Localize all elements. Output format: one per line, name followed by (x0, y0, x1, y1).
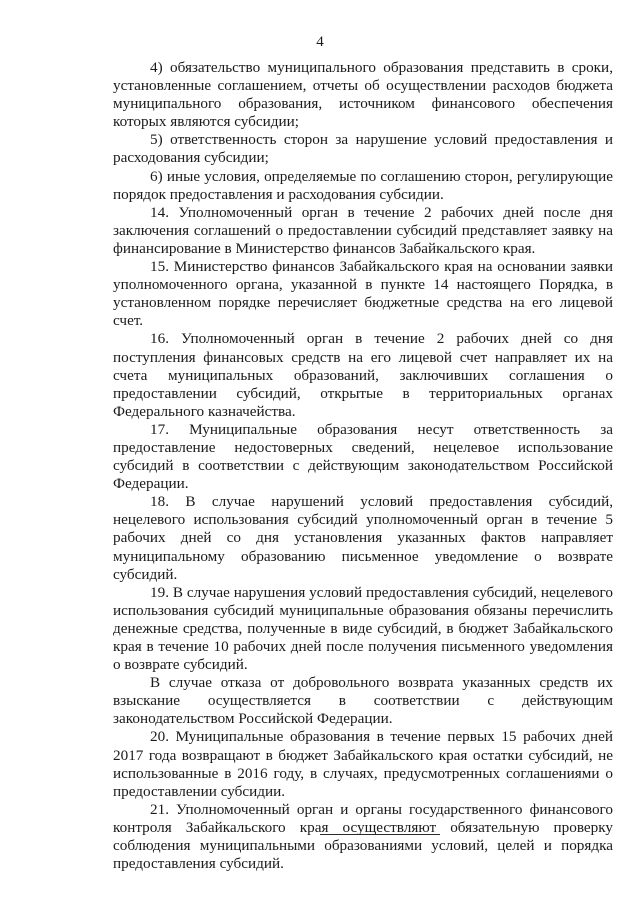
closing-divider (320, 834, 440, 835)
paragraph-refusal-recovery: В случае отказа от добровольного возврата указанных средств их взыскание осуществляется в соответствии с действующим законодательством Российской Федерации. (113, 674, 613, 728)
paragraph-clause-18: 18. В случае нарушений условий предоставления субсидий, нецелевого использования субсидий уполномоченный орган в течение 5 рабочих дней со дня установления указанных фактов направляет муниципальному образованию письменное уведомление о возврате субсидий. (113, 493, 613, 583)
paragraph-clause-19: 19. В случае нарушения условий предоставления субсидий, нецелевого использования субсидий муниципальные образования обязаны перечислить денежные средства, полученные в виде субсидий, в бюджет Забайкальского края в течение 10 рабочих дней после получения письменного уведомления о возврате субсидий. (113, 583, 613, 674)
paragraph-clause-14: 14. Уполномоченный орган в течение 2 рабочих дней после дня заключения соглашений о предоставлении субсидий представляет заявку на финансирование в Министерство финансов Забайкальского края. (113, 203, 613, 257)
paragraph-clause-20: 20. Муниципальные образования в течение первых 15 рабочих дней 2017 года возвращают в бюджет Забайкальского края остатки субсидий, не использованные в 2016 году, в случаях, предусмотренных соглашениями о предоставлении субсидии. (113, 728, 613, 800)
paragraph-clause-15: 15. Министерство финансов Забайкальского края на основании заявки уполномоченного органа, указанной в пункте 14 настоящего Порядка, в установленном порядке перечисляет бюджетные средства на его лицевой счет. (113, 258, 613, 330)
paragraph-clause-16: 16. Уполномоченный орган в течение 2 рабочих дней со дня поступления финансовых средств на его лицевой счет направляет их на счета муниципальных образований, заключивших соглашения о предоставлении субсидий, открытые в территориальных органах Федерального казначейства. (113, 330, 613, 420)
paragraph-item-4: 4) обязательство муниципального образования представить в сроки, установленные соглашением, отчеты об осуществлении расходов бюджета муниципального образования, источником финансового обеспечения которых являются субсидии; (113, 59, 613, 131)
page-number: 4 (316, 34, 324, 50)
paragraph-clause-21: 21. Уполномоченный орган и органы государственного финансового контроля Забайкальского края осуществляют обязательную проверку соблюдения муниципальными образованиями условий, целей и порядка предоставления субсидий. (113, 800, 613, 873)
document-body (113, 59, 613, 873)
paragraph-item-6: 6) иные условия, определяемые по соглашению сторон, регулирующие порядок предоставления и расходования субсидии. (113, 167, 613, 203)
paragraph-clause-17: 17. Муниципальные образования несут ответственность за предоставление недостоверных сведений, нецелевое использование субсидий в соответствии с действующим законодательством Российской Федерации. (113, 420, 613, 493)
paragraph-item-5: 5) ответственность сторон за нарушение условий предоставления и расходования субсидии; (113, 131, 613, 167)
